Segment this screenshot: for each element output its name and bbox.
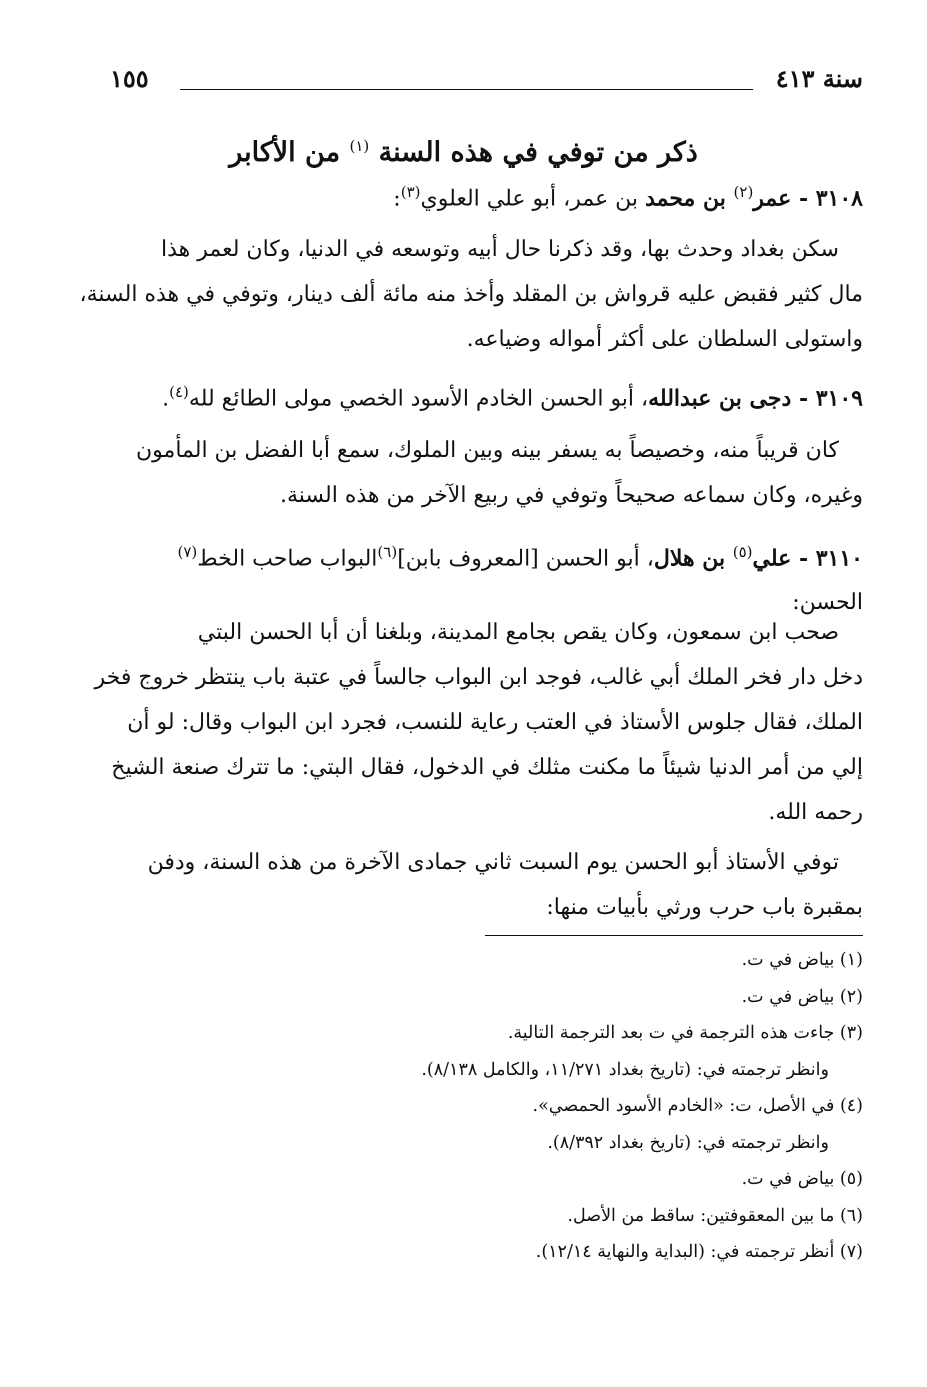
entry-heading-3108 [64, 170, 863, 221]
entry-number: ٣١٠٨ - [791, 185, 863, 212]
header-rule [180, 89, 753, 90]
footnote-ref: (٣) [400, 183, 421, 201]
entry-name-continued: بن محمد [645, 185, 734, 212]
section-title-text-after: من الأكابر [229, 137, 341, 168]
entry-heading-rest-2: البواب صاحب الخط [197, 546, 378, 572]
running-header [110, 64, 863, 104]
footnote-ref: (٥) [732, 543, 753, 561]
entry-name: عمر [753, 185, 792, 212]
footnote-ref: (٦) [377, 543, 398, 561]
header-year: سنة ٤١٣ [775, 64, 863, 93]
footnote-separator [485, 935, 863, 936]
body-line: إلي من أمر الدنيا شيئاً ما مكنت مثلك في الدخول، فقال البتي: ما تترك صنعة الشيخ [111, 755, 863, 780]
entry-number: ٣١١٠ - [791, 545, 863, 572]
footnote: (١) بياض في ت. [741, 950, 863, 970]
entry-heading-rest: بن عمر، أبو علي العلوي [420, 186, 646, 212]
footnote-continuation: وانظر ترجمته في: (تاريخ بغداد ٨/٣٩٢). [547, 1132, 829, 1153]
entry-name-continued: بن هلال [653, 545, 733, 572]
footnote: (٣) جاءت هذه الترجمة في ت بعد الترجمة التالية. [507, 1023, 863, 1043]
entry-heading-rest: ، أبو الحسن [المعروف بابن] [397, 546, 654, 572]
footnotes [120, 942, 863, 1271]
body-line: صحب ابن سمعون، وكان يقص بجامع المدينة، وبلغنا أن أبا الحسن البتي [197, 620, 839, 645]
body-line: دخل دار فخر الملك أبي غالب، فوجد ابن البواب جالساً في عتبة باب ينتظر خروج فخر [94, 665, 863, 690]
footnote-continuation: وانظر ترجمته في: (تاريخ بغداد ١١/٢٧١، والكامل ٨/١٣٨). [421, 1059, 829, 1080]
entry-heading-end: : [393, 186, 401, 212]
entry-heading-end: . [162, 386, 170, 412]
body-line: واستولى السلطان على أكثر أمواله وضياعه. [466, 327, 863, 352]
entry-body-3110 [60, 610, 863, 835]
entry-body-3110-death [60, 840, 863, 930]
entry-name: علي [752, 545, 792, 572]
section-title-text: ذكر من توفي في هذه السنة [378, 137, 698, 168]
entry-heading-line-2: الحسن: [792, 590, 863, 616]
body-line: توفي الأستاذ أبو الحسن يوم السبت ثاني جمادى الآخرة من هذه السنة، ودفن [147, 850, 839, 875]
footnote-ref: (٧) [177, 543, 198, 561]
body-line: كان قريباً منه، وخصيصاً به يسفر بينه وبين الملوك، سمع أبا الفضل بن المأمون [136, 438, 839, 463]
entry-heading-3109 [64, 370, 863, 421]
entry-body-3108 [60, 227, 863, 362]
body-line: بمقبرة باب حرب ورثي بأبيات منها: [546, 895, 863, 920]
footnote-ref: (١) [349, 137, 370, 155]
footnote: (٦) ما بين المعقوفتين: ساقط من الأصل. [567, 1205, 863, 1226]
entry-name: دجى بن عبدالله [648, 385, 792, 412]
body-line: سكن بغداد وحدث بها، وقد ذكرنا حال أبيه وتوسعه في الدنيا، وكان لعمر هذا [161, 237, 839, 262]
entry-body-3109 [60, 428, 863, 518]
body-line: رحمه الله. [768, 800, 863, 825]
body-line: وغيره، وكان سماعه صحيحاً وتوفي في ربيع الآخر من هذه السنة. [279, 483, 863, 508]
body-line: مال كثير فقبض عليه قرواش بن المقلد وأخذ منه مائة ألف دينار، وتوفي في هذه السنة، [79, 282, 863, 307]
section-title [120, 124, 807, 175]
entry-number: ٣١٠٩ - [791, 385, 863, 412]
entry-heading-rest: ، أبو الحسن الخادم الأسود الخصي مولى الطائع لله [188, 386, 649, 412]
footnote: (٥) بياض في ت. [741, 1169, 863, 1189]
footnote: (٤) في الأصل، ت: «الخادم الأسود الحمصي». [532, 1096, 863, 1116]
page-number: ١٥٥ [110, 64, 149, 93]
body-line: الملك، فقال جلوس الأستاذ في العتب رعاية للنسب، فجرد ابن البواب وقال: لو أن [127, 710, 863, 735]
footnote: (٧) أنظر ترجمته في: (البداية والنهاية ١٢/١٤). [535, 1242, 863, 1262]
footnote-ref: (٢) [733, 183, 754, 201]
footnote-ref: (٤) [169, 383, 189, 401]
footnote: (٢) بياض في ت. [741, 986, 863, 1007]
